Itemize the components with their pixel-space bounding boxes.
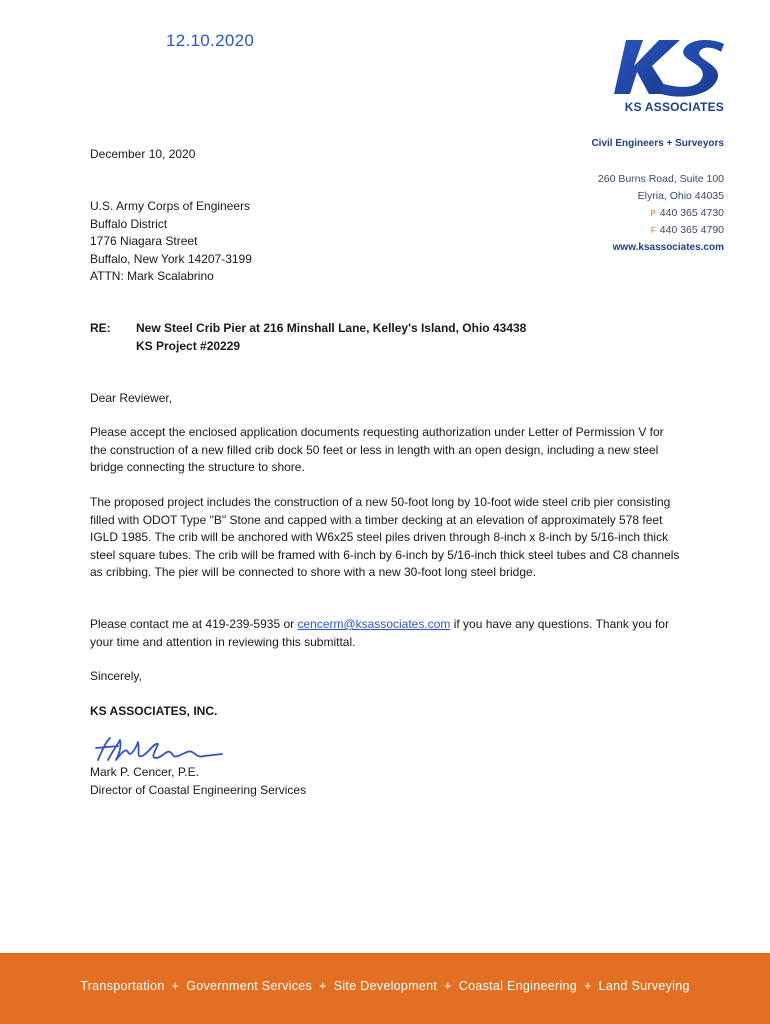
service-item: Government Services [186, 979, 313, 993]
subject-line-1 [90, 320, 526, 338]
separator: + [444, 979, 452, 993]
company-name: KS ASSOCIATES [624, 100, 724, 114]
separator: + [171, 979, 180, 993]
signer-title: Director of Coastal Engineering Services [90, 782, 307, 797]
letter-date: December 10, 2020 [90, 147, 196, 161]
recipient-line: U.S. Army Corps of Engineers [90, 199, 251, 213]
website-link[interactable]: www.ksassociates.com [612, 242, 724, 253]
service-item: Coastal Engineering [458, 979, 578, 993]
fax-line [560, 222, 724, 239]
salutation: Dear Reviewer, [90, 391, 173, 405]
paragraph-2: The proposed project includes the construction of a new 50-foot long by 10-foot wide steel crib pier consisting filled with ODOT Type "B" Stone and capped with a timber decking at an elevation of approximately 578 feet IGLD 1985. The crib will be anchored with W6x25 steel piles driven through 8-inch x 8-inch by 5/16-inch thick steel square tubes. The crib will be framed with 6-inch by 6-inch by 5/16-inch thick steel tubes and C8 channels as cribbing. The pier will be connected to shore with a new 30-foot long steel bridge. [90, 495, 680, 579]
closing: Sincerely, [90, 669, 142, 683]
signer-name: Mark P. Cencer, P.E. [90, 765, 199, 779]
address-line-2: Elyria, Ohio 44035 [637, 190, 724, 202]
recipient-line: Buffalo District [90, 216, 168, 231]
footer-bar [0, 953, 770, 1024]
service-item: Transportation [80, 979, 165, 993]
phone-line [560, 205, 724, 222]
separator: + [319, 979, 327, 993]
separator: + [584, 979, 592, 993]
contact-text-end: if you have any questions. Thank you for your time and attention in reviewing this submittal. [90, 617, 669, 649]
recipient-line: ATTN: Mark Scalabrino [90, 269, 214, 283]
recipient-line: Buffalo, New York 14207-3199 [90, 251, 252, 266]
company-signature-name: KS ASSOCIATES, INC. [90, 704, 218, 718]
service-item: Site Development [333, 979, 438, 993]
project-number: KS Project #20229 [136, 338, 241, 353]
tagline: Civil Engineers + Surveyors [591, 138, 724, 149]
phone-number: 440 365 4730 [659, 207, 724, 219]
fax-number: 440 365 4790 [659, 224, 724, 236]
paragraph-1: Please accept the enclosed application documents requesting authorization under Letter of Permission V for the construction of a new filled crib dock 50 feet or less in length with an open design, including a new steel bridge connecting the structure to shore. [90, 425, 664, 474]
ks-logo [612, 36, 727, 98]
contact-text: Please contact me at 419-239-5935 or [90, 617, 298, 631]
services-list [0, 979, 770, 993]
stamp-date: 12.10.2020 [166, 31, 255, 50]
address-block [560, 171, 724, 256]
recipient-block [90, 198, 252, 286]
paragraph-3 [90, 616, 685, 651]
handwritten-signature [92, 734, 232, 766]
fax-label: F [650, 226, 656, 235]
subject-title: New Steel Crib Pier at 216 Minshall Lane, Kelley's Island, Ohio 43438 [136, 321, 527, 335]
re-label: RE: [90, 321, 111, 335]
phone-label: P [650, 209, 656, 218]
email-link[interactable]: cencerm@ksassociates.com [297, 617, 451, 631]
address-line-1: 260 Burns Road, Suite 100 [597, 173, 724, 185]
service-item: Land Surveying [598, 979, 690, 993]
subject-block [90, 320, 526, 355]
signer-block [90, 764, 306, 799]
recipient-line: 1776 Niagara Street [90, 234, 198, 248]
